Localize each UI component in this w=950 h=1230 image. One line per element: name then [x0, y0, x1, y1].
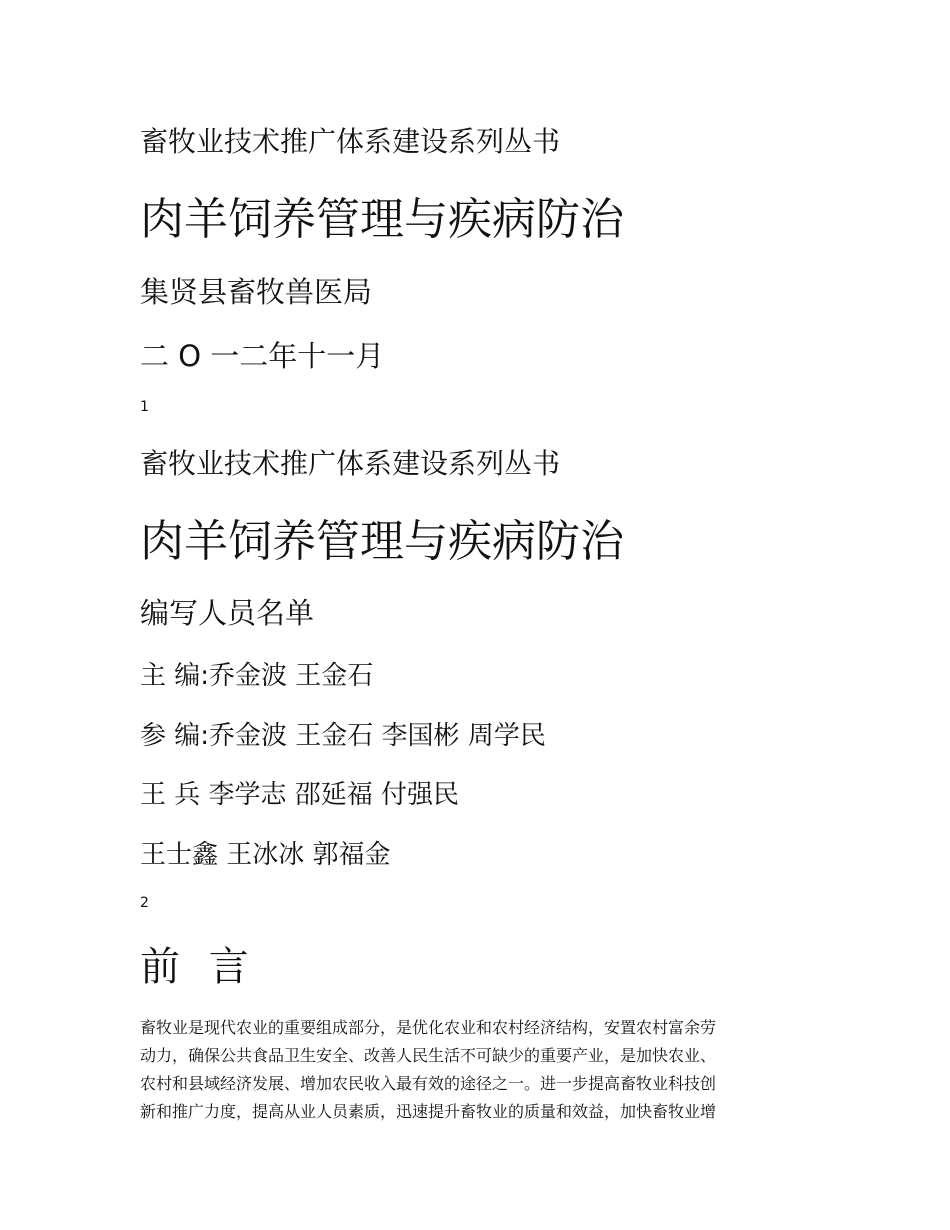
paragraph-line: 新和推广力度，提高从业人员素质，迅速提升畜牧业的质量和效益，加快畜牧业增	[140, 1102, 717, 1121]
book-title: 肉羊饲养管理与疾病防治	[140, 516, 624, 567]
staff-heading: 编写人员名单	[140, 596, 315, 630]
editors: 参 编:乔金波 王金石 李国彬 周学民	[140, 721, 546, 751]
preface-paragraph	[140, 1014, 805, 1126]
editors-line-3: 王士鑫 王冰冰 郭福金	[140, 840, 391, 870]
series-title: 畜牧业技术推广体系建设系列丛书	[140, 125, 561, 158]
paragraph-line: 农村和县域经济发展、增加农民收入最有效的途径之一。进一步提高畜牧业科技创	[140, 1074, 717, 1093]
editors-line-2: 王 兵 李学志 邵延福 付强民	[140, 780, 460, 810]
paragraph-line: 动力，确保公共食品卫生安全、改善人民生活不可缺少的重要产业，是加快农业、	[140, 1046, 717, 1065]
book-title: 肉羊饲养管理与疾病防治	[140, 194, 624, 245]
publisher: 集贤县畜牧兽医局	[140, 275, 373, 309]
paragraph-line: 畜牧业是现代农业的重要组成部分，是优化农业和农村经济结构，安置农村富余劳	[140, 1018, 717, 1037]
page-number: 2	[140, 895, 149, 911]
preface-heading: 前 言	[140, 944, 257, 990]
chief-editors: 主 编:乔金波 王金石	[140, 661, 374, 691]
series-title: 畜牧业技术推广体系建设系列丛书	[140, 447, 561, 480]
page-number: 1	[140, 399, 149, 415]
publication-date: 二 O 一二年十一月	[140, 339, 385, 373]
